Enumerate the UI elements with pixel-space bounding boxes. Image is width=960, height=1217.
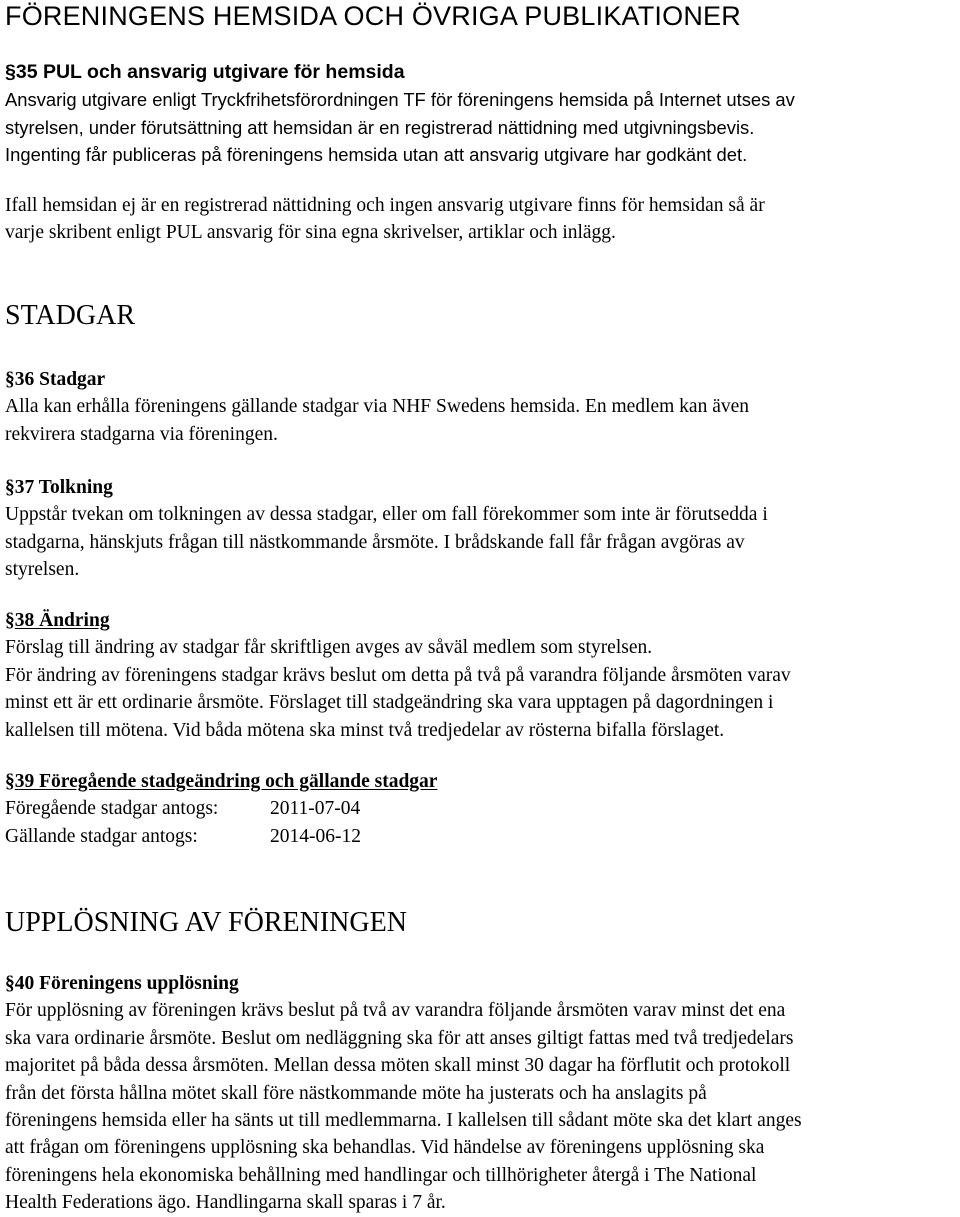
- paragraph-line: ska vara ordinarie årsmöte. Beslut om nedläggning ska för att anses giltigt fattas med två tredjedelars: [5, 1027, 794, 1049]
- section-38-title: [5, 607, 791, 634]
- section-37-paragraph: [5, 501, 768, 583]
- section-mark: §: [5, 477, 15, 498]
- section-39: [5, 768, 437, 850]
- section-35-paragraph-2: [5, 192, 765, 247]
- kv-row-foregaende: [5, 795, 437, 822]
- section-38-title-text: 38 Ändring: [14, 610, 110, 631]
- section-36-paragraph: [5, 393, 749, 448]
- section-35-title-text: 35 PUL och ansvarig utgivare för hemsida: [15, 61, 405, 83]
- kv-value: 2014-06-12: [270, 825, 361, 847]
- heading-stadgar: STADGAR: [5, 300, 135, 331]
- section-37-title-text: 37 Tolkning: [14, 477, 113, 498]
- heading-publikationer: FÖRENINGENS HEMSIDA OCH ÖVRIGA PUBLIKATIONER: [5, 1, 741, 31]
- paragraph-line: styrelsen.: [5, 559, 80, 581]
- paragraph-line: Uppstår tvekan om tolkningen av dessa stadgar, eller om fall förekommer som inte är förutsedda i: [5, 504, 768, 526]
- section-mark: §: [5, 61, 16, 83]
- paragraph-line: Health Federations ägo. Handlingarna skall sparas i 7 år.: [5, 1192, 446, 1214]
- section-37: [5, 474, 768, 584]
- paragraph-line: rekvirera stadgarna via föreningen.: [5, 423, 278, 445]
- paragraph-line: För ändring av föreningens stadgar krävs beslut om detta på två på varandra följande årsmöten varav: [5, 664, 791, 686]
- paragraph-line: majoritet på båda dessa årsmöten. Mellan dessa möten skall minst 30 dagar ha förflutit och protokoll: [5, 1055, 791, 1077]
- section-35: [5, 59, 795, 169]
- section-39-rows: [5, 795, 437, 850]
- section-36-title-text: 36 Stadgar: [14, 369, 106, 390]
- section-mark: §: [5, 771, 15, 792]
- section-38-paragraph: [5, 634, 791, 744]
- section-35-paragraph-1: [5, 86, 795, 168]
- paragraph-line: För upplösning av föreningen krävs beslut på två av varandra följande årsmöten varav minst det ena: [5, 1000, 786, 1022]
- section-35-title: [5, 59, 795, 86]
- kv-label: Föregående stadgar antogs:: [5, 798, 219, 820]
- section-36-title: [5, 366, 749, 393]
- paragraph-line: Alla kan erhålla föreningens gällande stadgar via NHF Swedens hemsida. En medlem kan även: [5, 396, 750, 418]
- section-mark: §: [5, 610, 15, 631]
- paragraph-line: Ansvarig utgivare enligt Tryckfrihetsförordningen TF för föreningens hemsida på Internet utses av: [5, 89, 795, 111]
- section-40-paragraph: [5, 997, 802, 1216]
- section-38: [5, 607, 791, 744]
- paragraph-line: styrelsen, under förutsättning att hemsidan är en registrerad nättidning med utgivningsbevis.: [5, 116, 755, 138]
- kv-value: 2011-07-04: [270, 798, 361, 820]
- section-39-title-text: 39 Föregående stadgeändring och gällande stadgar: [14, 771, 438, 792]
- paragraph-line: från det första hållna mötet skall före nästkommande möte ha justerats och ha anslagits på: [5, 1082, 707, 1104]
- paragraph-line: föreningens hela ekonomiska behållning med handlingar och tillhörigheter återgå i The National: [5, 1164, 757, 1186]
- paragraph-line: minst ett är ett ordinarie årsmöte. Förslaget till stadgeändring ska vara upptagen på dagordningen i: [5, 692, 774, 714]
- heading-upplosning: UPPLÖSNING AV FÖRENINGEN: [5, 907, 407, 938]
- paragraph-line: varje skribent enligt PUL ansvarig för sina egna skrivelser, artiklar och inlägg.: [5, 222, 616, 244]
- paragraph-line: Ingenting får publiceras på föreningens hemsida utan att ansvarig utgivare har godkänt det.: [5, 144, 748, 166]
- section-mark: §: [5, 973, 15, 994]
- paragraph-line: att frågan om föreningens upplösning ska behandlas. Vid händelse av föreningens upplösning ska: [5, 1137, 765, 1159]
- kv-row-gallande: [5, 823, 437, 850]
- paragraph-line: stadgarna, hänskjuts frågan till nästkommande årsmöte. I brådskande fall får frågan avgöras av: [5, 531, 745, 553]
- section-mark: §: [5, 369, 15, 390]
- section-40: [5, 970, 802, 1217]
- paragraph-line: föreningens hemsida eller ha sänts ut till medlemmarna. I kallelsen till sådant möte ska det klart anges: [5, 1110, 802, 1132]
- section-39-title: [5, 768, 437, 795]
- section-40-title: [5, 970, 802, 997]
- paragraph-line: Förslag till ändring av stadgar får skriftligen avges av såväl medlem som styrelsen.: [5, 637, 653, 659]
- section-40-title-text: 40 Föreningens upplösning: [14, 973, 239, 994]
- paragraph-line: kallelsen till mötena. Vid båda mötena ska minst två tredjedelar av rösterna bifalla förslaget.: [5, 719, 725, 741]
- paragraph-line: Ifall hemsidan ej är en registrerad nättidning och ingen ansvarig utgivare finns för hemsidan så är: [5, 195, 765, 216]
- kv-label: Gällande stadgar antogs:: [5, 825, 198, 847]
- section-36: [5, 366, 749, 448]
- section-37-title: [5, 474, 768, 501]
